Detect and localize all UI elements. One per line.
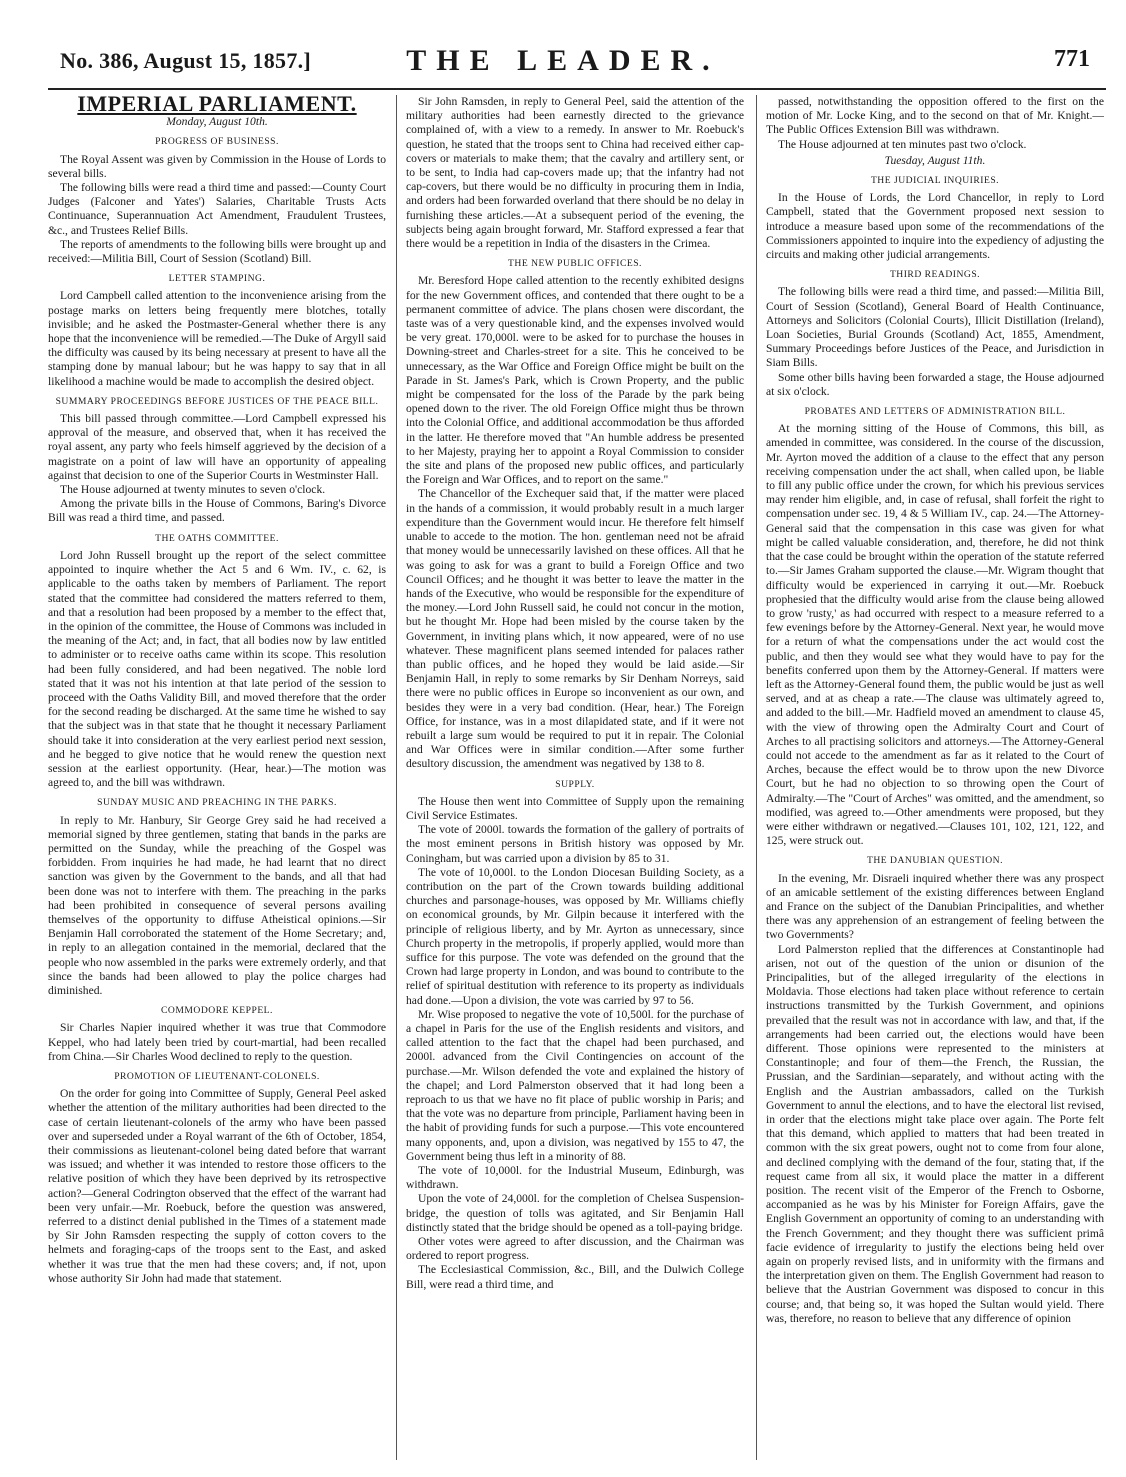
paragraph: The Chancellor of the Exchequer said that, if the matter were placed in the hands of a commission, it would probably result in a much larger expenditure than the Government would incur. He therefore felt himself unable to accede to the motion. The hon. gentleman need not be afraid that money would be unnecessarily lavished on these offices. All that he was going to ask for was a grant to build a Foreign Office and two Council Offices; and he thought it was better to leave the matter in the hands of the Executive, who would be responsible for the expenditure of the money.—Lord John Russell said, he could not concur in the motion, but he thought Mr. Hope had been misled by the course taken by the Government, in inviting plans which, it now appeared, were of no use whatever. These magnificent plans seemed intended for palaces rather than public offices, and he hoped they would be laid aside.—Sir Benjamin Hall, in reply to some remarks by Sir Denham Norreys, said there were no public offices in Europe so inconvenient as our own, and besides they were in a very bad condition. (Hear, hear.) The Foreign Office, for instance, was in a most dilapidated state, and if it were not rebuilt a large sum would be required to put it in repair. The Colonial and War Offices were in similar condition.—After some further desultory discussion, the amendment was negatived by 138 to 8. [406,487,744,771]
paragraph: The vote of 10,000l. to the London Diocesan Building Society, as a contribution on the part of the Crown towards building additional churches and parsonage-houses, was opposed by Mr. Williams chiefly on economical grounds, by Mr. Gilpin because it interfered with the principle of religious liberty, and by Mr. Ayrton as unnecessary, since Church property in the metropolis, if properly applied, would more than suffice for this purpose. The vote was defended on the ground that the Crown had large property in London, and was bound to contribute to the relief of spiritual destitution with reference to its property as individuals had done.—Upon a division, the vote was carried by 97 to 56. [406,865,744,1007]
date-heading: Monday, August 10th. [166,115,268,129]
section-heading: PROMOTION OF LIEUTENANT-COLONELS. [114,1071,320,1082]
paragraph: The Royal Assent was given by Commission in the House of Lords to several bills. [48,152,386,180]
date-heading: Tuesday, August 11th. [884,153,986,167]
section-heading: PROGRESS OF BUSINESS. [155,136,279,148]
section-heading: SUMMARY PROCEEDINGS BEFORE JUSTICES OF THE PEACE BILL. [55,395,379,407]
paragraph: The House adjourned at twenty minutes to seven o'clock. [60,483,326,497]
paragraph: Mr. Beresford Hope called attention to the recently exhibited designs for the new Government offices, and contended that there ought to be a permanent committee of advice. The plans chosen were discordant, the taste was of a very questionable kind, and the expenses involved would be very great. 170,000l. were to be asked for to purchase the houses in Downing-street and Charles-street for a site. This he conceived to be unnecessary, as the War Office and Foreign Office might be built on the Parade in St. James's Park, which is Crown Property, and the public might be compensated for the loss of the Parade by the park being opened down to the river. The old Foreign Office might thus be thrown into the Colonial Office, and additional accommodation be thus afforded in the latter. He therefore moved that "An humble address be presented to her Majesty, praying her to appoint a Royal Commission to consider the site and plans of the proposed new public offices, and particularly the Foreign and War Offices, and to report on the same." [406,274,744,487]
paragraph: On the order for going into Committee of Supply, General Peel asked whether the attention of the military authorities had been directed to the case of certain lieutenant-colonels of the army who have been passed over and superseded under a Royal warrant of the 6th of October, 1854, their commissions as lieutenant-colonel being dated before that warrant was issued; and whether it was intended to restore those officers to the relative position of which they have been deprived by its retrospective action?—General Codrington observed that the effect of the warrant had been very unfair.—Mr. Roebuck, before the question was answered, referred to a distinct denial published in the Times of a statement made by Sir John Ramsden respecting the supply of cotton covers to the helmets and foraging-caps of the troops sent to the East, and asked whether it was true that the men had these covers; and, if not, upon whose authority Sir John had made that statement. [48,1087,386,1285]
issue-line: No. 386, August 15, 1857.] [60,48,312,73]
paragraph: At the morning sitting of the House of Commons, this bill, as amended in committee, was considered. In the course of the discussion, Mr. Ayrton moved the addition of a clause to the effect that any person receiving compensation under the act shall, when called upon, be liable to fill any public office under the crown, for which his previous services may render him eligible, and, in case of refusal, shall forfeit the right to compensation under sec. 19, 4 & 5 William IV., cap. 24.—The Attorney-General said that the compensation in this case was given for what might be called valuable consideration, and, therefore, he did not think that the case could be brought within the operation of the statute referred to.—Sir James Graham supported the clause.—Mr. Wigram thought that difficulty would be experienced in carrying it out.—Mr. Roebuck prophesied that the difficulty would arise from the clause being allowed to grow 'rusty,' as had occurred with respect to a measure referred to a few evenings before by the Attorney-General. Next year, he would move for a return of what the compensations under the act would cost the public, and then they would see what they would have to pay for the benefits conferred upon them by the Attorney-General. If matters were left as the Attorney-General found them, the public would be just as well served, and at as cheap a rate.—The clause was ultimately agreed to, and added to the bill.—Mr. Hadfield moved an amendment to clause 45, with the view of throwing open the Admiralty Court and Court of Arches to all practising solicitors and attorneys.—The Attorney-General could not accede to the amendment as far as it related to the Court of Arches, because the effect would be to throw upon the new Divorce Court, but he had no objection to so throwing open the Court of Admiralty.—The "Court of Arches" was omitted, and the amendment, so modified, was agreed to.—Other amendments were proposed, but they were either withdrawn or negatived.—Clauses 101, 102, 121, 122, and 125, were struck out. [766,422,1104,848]
section-heading: PROBATES AND LETTERS OF ADMINISTRATION BILL. [804,406,1066,418]
article-columns [48,95,1110,1465]
paragraph: Sir Charles Napier inquired whether it was true that Commodore Keppel, who had lately been tried by court-martial, had been recalled from China.—Sir Charles Wood declined to reply to the question. [48,1021,386,1063]
paragraph: Upon the vote of 24,000l. for the completion of Chelsea Suspension-bridge, the question of tolls was agitated, and Sir Benjamin Hall distinctly stated that the bridge should be opened as a toll-paying bridge. [406,1192,744,1234]
paragraph: Lord Palmerston replied that the differences at Constantinople had arisen, not out of the question of the union or disunion of the Principalities, but of the alleged irregularity of the elections in Moldavia. Those elections had taken place without reference to certain instructions transmitted by the Turkish Government, and opinions prevailed that the result was not in accordance with law, and that, if the arrangements had been carried out, the elections would have been different. Those opinions were represented to the ministers at Constantinople; and four of them—the French, the Russian, the Prussian, and the Sardinian—separately, and without acting with the English and the Austrian ambassadors, called on the Turkish Government to annul the elections, and to have the electoral list revised, in order that the elections might take place over again. The Porte felt that this demand, which applied to matters that had been treated in common with the six great powers, ought not to come from four alone, and declined complying with the demand of the four, stating that, if the request came from all six, it would place the matter in a different position. The recent visit of the Emperor of the French to Osborne, accompanied as he was by his Minister for Foreign Affairs, gave the English Government an opportunity of coming to an understanding with the French Government; and they thought there was sufficient primâ facie evidence of irregularity to justify the elections being held over again on properly revised lists, and in uniformity with the firmans and the interpretation given on them. The English Government had reason to believe that the Austrian Government was disposed to concur in this course; and, that being so, it was hoped the Sultan would yield. There was, therefore, no reason to believe that any difference of opinion [766,942,1104,1325]
paragraph: Lord Campbell called attention to the inconvenience arising from the postage marks on letters being frequently mere blotches, totally invisible; and he asked the Postmaster-General whether there is any hope that the inconvenience will be remedied.—The Duke of Argyll said the difficulty was caused by its being necessary at present to have all the stamping done by manual labour; but he was happy to say that in all likelihood a machine would be made to accomplish the desired object. [48,289,386,388]
paragraph: The reports of amendments to the following bills were brought up and received:—Militia Bill, Court of Session (Scotland) Bill. [48,237,386,266]
paragraph: In reply to Mr. Hanbury, Sir George Grey said he had received a memorial signed by three gentlemen, stating that bands in the parks are permitted on the Sunday, while the preaching of the Gospel was forbidden. From inquiries he had made, he had learnt that no direct sanction was given by the Government to the bands, and all that had been done was not to interfere with them. The preaching in the parks had been prohibited in consequence of several persons availing themselves of the opportunity to diffuse Atheistical opinions.—Sir Benjamin Hall corroborated the statement of the Home Secretary; and, in reply to an allegation contained in the memorial, declared that the people who now assembled in the parks were extremely orderly, and that since the bands had been allowed to play the police charges had diminished. [48,813,386,997]
section-heading: COMMODORE KEPPEL. [161,1005,273,1017]
paragraph: The following bills were read a third time, and passed:—Militia Bill, Court of Session (Scotland), General Board of Health Continuance, Attorneys and Solicitors (Colonial Courts), Illicit Distillation (Ireland), Loan Societies, Burial Grounds (Scotland) Act, 1855, Amendment, Summary Proceedings before Justices of the Peace, and Jurisdiction in Siam Bills. [766,285,1104,370]
paragraph: passed, notwithstanding the opposition offered to the first on the motion of Mr. Locke King, and to the second on that of Mr. Knight.—The Public Offices Extension Bill was withdrawn. [766,95,1104,137]
section-heading: SUPPLY. [555,778,595,790]
paragraph: In the evening, Mr. Disraeli inquired whether there was any prospect of an amicable settlement of the existing differences between England and France on the subject of the Danubian Principalities, and whether there was any apprehension of an estrangement of feeling between the two Governments? [766,871,1104,942]
paragraph: The Ecclesiastical Commission, &c., Bill, and the Dulwich College Bill, were read a third time, and [406,1263,744,1291]
paragraph: Other votes were agreed to after discussion, and the Chairman was ordered to report progress. [406,1235,744,1263]
paragraph: In the House of Lords, the Lord Chancellor, in reply to Lord Campbell, stated that the Government proposed next session to introduce a measure based upon some of the recommendations of the Commissioners appointed to inquire into the expediency of adjusting the circuits and making other judicial arrangements. [766,191,1104,262]
section-heading: SUNDAY MUSIC AND PREACHING IN THE PARKS. [97,797,337,809]
section-heading: THE JUDICIAL INQUIRIES. [870,175,1000,187]
paragraph: The vote of 2000l. towards the formation of the gallery of portraits of the most eminent persons in British history was opposed by Mr. Coningham, but was carried upon a division by 85 to 31. [406,823,744,865]
column-3 [766,95,1104,1465]
article-title: IMPERIAL PARLIAMENT. [77,95,357,116]
column-divider [756,95,757,1460]
section-heading: THIRD READINGS. [889,269,981,281]
paragraph: This bill passed through committee.—Lord Campbell expressed his approval of the measure, and observed that, when it has received the royal assent, any party who feels himself aggrieved by the decision of a magistrate on a point of law will have an opportunity of appealing against that decision to one of the Superior Courts in Westminster Hall. [48,412,386,482]
newspaper-title: THE LEADER. [406,44,720,77]
column-1 [48,95,386,1465]
paragraph: Sir John Ramsden, in reply to General Peel, said the attention of the military authorities had been earnestly directed to the grievance complained of, with a view to a remedy. In answer to Mr. Roebuck's question, he stated that the troops sent to China had received either cap-covers or materials to make them; that the cavalry and artillery sent, or to be sent, to India had cap-covers made up; that the infantry had not cap-covers, but there would be no difficulty in procuring them in India, and orders had been forwarded overland that there should be no delay in furnishing these articles.—At a subsequent period of the evening, the subjects being again brought forward, Mr. Stafford expressed a fear that there would be a repetition in India of the disasters in the Crimea. [406,95,744,251]
paragraph: The House then went into Committee of Supply upon the remaining Civil Service Estimates. [406,794,744,822]
masthead [12,40,1114,84]
masthead-rule [48,88,1106,90]
paragraph: Mr. Wise proposed to negative the vote of 10,500l. for the purchase of a chapel in Paris for the use of the English residents and visitors, and called attention to the fact that the chapel had been purchased, and 2000l. advanced from the Civil Contingencies on account of the purchase.—Mr. Wilson defended the vote and explained the history of the chapel; and Lord Palmerston observed that it had long been a reproach to us that we have no fit place of public worship in Paris; and that the vote was no departure from principle, Parliament having been in the habit of providing funds for such a purpose.—This vote encountered many opponents, and, upon a division, was negatived by 155 to 47, the Government being thus left in a minority of 88. [406,1007,744,1163]
section-heading: THE OATHS COMMITTEE. [155,532,279,544]
page-number: 771 [1054,46,1090,72]
column-2 [406,95,744,1465]
column-divider [396,95,397,1460]
paragraph: The House adjourned at ten minutes past two o'clock. [778,137,1027,151]
section-heading: LETTER STAMPING. [168,273,266,285]
paragraph: Among the private bills in the House of Commons, Baring's Divorce Bill was read a third time, and passed. [48,497,386,525]
paragraph: Lord John Russell brought up the report of the select committee appointed to inquire whether the Act 5 and 6 Wm. IV., c. 62, is applicable to the oaths taken by members of Parliament. The report stated that the committee had considered the matters referred to them, and that a resolution had been proposed by a member to the effect that, in the opinion of the committee, the House of Commons was included in the meaning of the Act; and, in fact, that all bodies now by law entitled to administer or to receive oaths came within its scope. This resolution had been fully considered, and had been negatived. The noble lord stated that it was not his intention at that late period of the session to proceed with the Oaths Validity Bill, and moved therefore that the order for the second reading be discharged. At the same time he wished to say that the subject was in that state that he thought it necessary Parliament should take it into consideration at the very earliest period next session, and he begged to give notice that he would renew the question next session at the earliest opportunity. (Hear, hear.)—The motion was agreed to, and the bill was withdrawn. [48,548,386,790]
section-heading: THE DANUBIAN QUESTION. [867,855,1003,867]
paragraph: The following bills were read a third time and passed:—County Court Judges (Falconer and Yates') Salaries, Charitable Trusts Acts Continuance, Superannuation Act Amendment, Fraudulent Trustees, &c., and Trustees Relief Bills. [48,181,386,237]
paragraph: Some other bills having been forwarded a stage, the House adjourned at six o'clock. [766,370,1104,398]
section-heading: THE NEW PUBLIC OFFICES. [508,258,642,270]
paragraph: The vote of 10,000l. for the Industrial Museum, Edinburgh, was withdrawn. [406,1164,744,1192]
